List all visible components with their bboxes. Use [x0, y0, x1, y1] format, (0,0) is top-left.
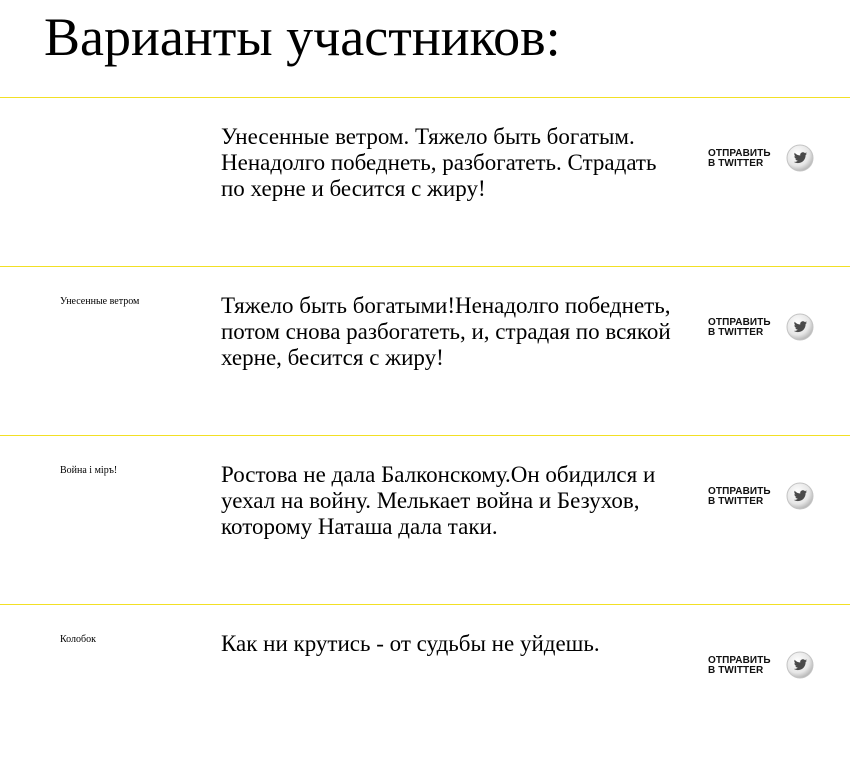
tweet-button-label: ОТПРАВИТЬ В TWITTER [708, 317, 771, 338]
tweet-button-label: ОТПРАВИТЬ В TWITTER [708, 486, 771, 507]
send-to-twitter-button[interactable] [708, 312, 814, 344]
entry-row [0, 604, 850, 773]
twitter-bird-icon [785, 650, 815, 680]
twitter-bird-icon [785, 481, 815, 511]
entries-list [0, 97, 850, 773]
entry-row [0, 97, 850, 266]
entry-text: Ростова не дала Балконскому.Он обидился и уехал на войну. Мелькает война и Безухов, которому Наташа дала таки. [221, 462, 656, 539]
send-to-twitter-button[interactable] [708, 143, 814, 175]
entry-text: Тяжело быть богатыми!Ненадолго победнеть, потом снова разбогатеть, и, страдая по всякой херне, бесится с жиру! [221, 293, 671, 370]
send-to-twitter-button[interactable] [708, 481, 814, 513]
tweet-button-label: ОТПРАВИТЬ В TWITTER [708, 655, 771, 676]
entry-row [0, 266, 850, 435]
entry-author: Колобок [60, 634, 96, 645]
entry-text: Как ни крутись - от судьбы не уйдешь. [221, 631, 600, 656]
entry-text: Унесенные ветром. Тяжело быть богатым. Ненадолго победнеть, разбогатеть. Страдать по херне и бесится с жиру! [221, 124, 657, 201]
tweet-button-label: ОТПРАВИТЬ В TWITTER [708, 148, 771, 169]
page-title: Варианты участников: [44, 7, 561, 67]
entry-author: Унесенные ветром [60, 296, 140, 307]
send-to-twitter-button[interactable] [708, 650, 814, 682]
entry-author: Война і міръ! [60, 465, 118, 476]
twitter-bird-icon [785, 143, 815, 173]
twitter-bird-icon [785, 312, 815, 342]
entry-row [0, 435, 850, 604]
